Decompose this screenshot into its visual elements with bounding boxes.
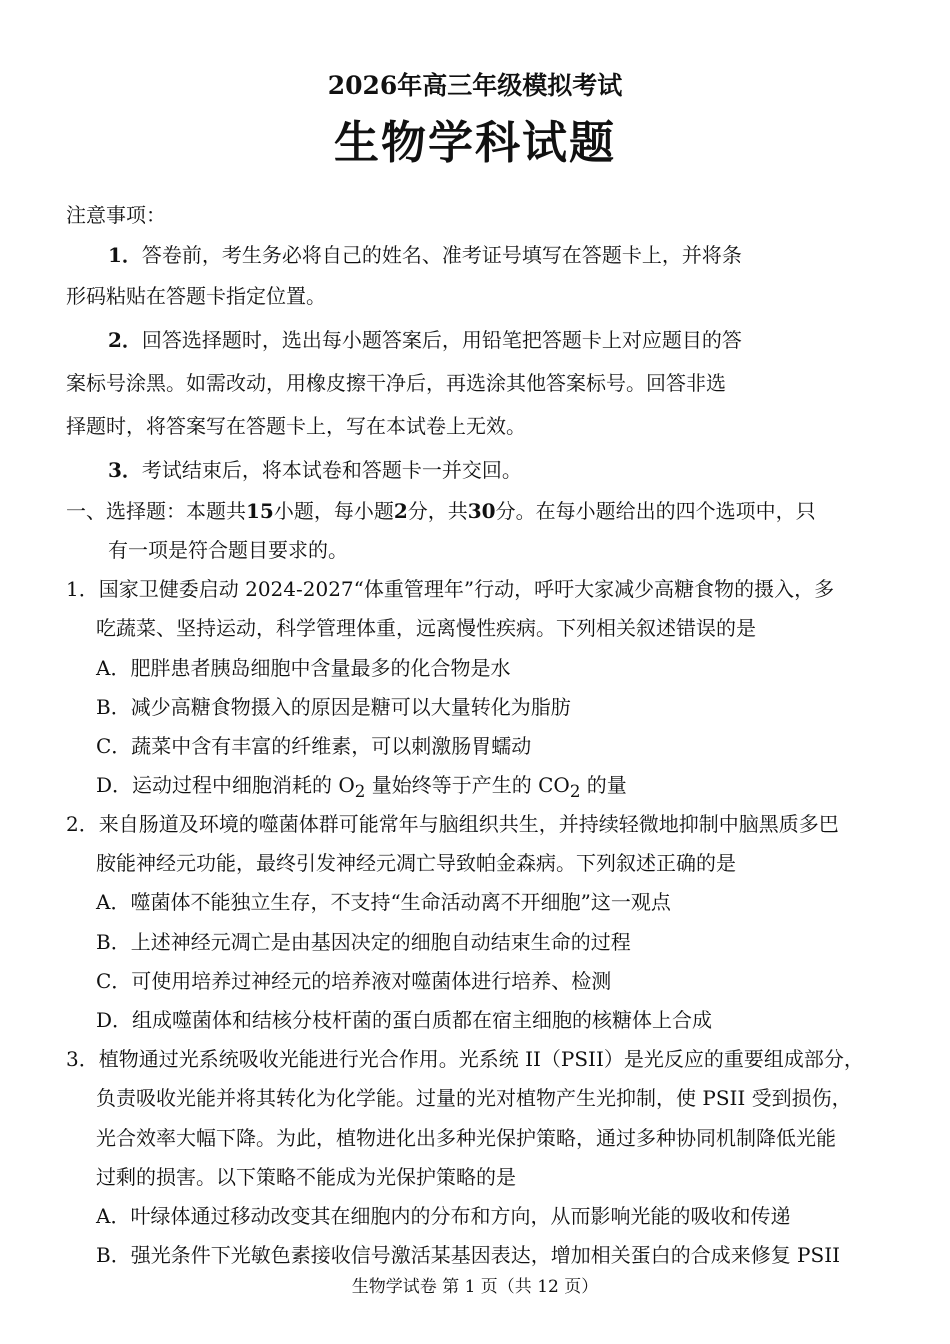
question-1-option-d-subscript-1: 2 [354, 782, 366, 801]
notice-item-1-line-1 [108, 242, 742, 268]
notice-item-2-line-2: 案标号涂黑。如需改动，用橡皮擦干净后，再选涂其他答案标号。回答非选 [66, 371, 726, 395]
question-1-option-d-text-c: 的量 [580, 773, 627, 797]
notice-item-2-text: 回答选择题时，选出每小题答案后，用铅笔把答题卡上对应题目的答 [141, 328, 742, 352]
question-1-option-d-subscript-2: 2 [569, 782, 581, 801]
question-3-stem-line-4: 过剩的损害。以下策略不能成为光保护策略的是 [96, 1165, 516, 1189]
footer-page-prefix: 第 [442, 1277, 460, 1297]
section-1-text-b: 小题，每小题 [273, 499, 394, 523]
section-1-points-each: 2 [393, 499, 408, 523]
question-1-option-b: B．减少高糖食物摄入的原因是糖可以大量转化为脂肪 [96, 695, 571, 719]
question-1-option-c: C．蔬菜中含有丰富的纤维素，可以刺激肠胃蠕动 [96, 734, 532, 758]
notice-item-3-line-1 [108, 457, 522, 483]
notice-item-1-line-2: 形码粘贴在答题卡指定位置。 [66, 284, 326, 308]
question-3-stem-line-2: 负责吸收光能并将其转化为化学能。过量的光对植物产生光抑制，使 PSII 受到损伤， [96, 1086, 852, 1110]
question-3-stem-text: 植物通过光系统吸收光能进行光合作用。光系统 II（PSII）是光反应的重要组成部分， [98, 1047, 864, 1071]
notice-heading: 注意事项： [66, 203, 166, 227]
section-1-text-a: 选择题：本题共 [106, 499, 246, 523]
notice-item-2-number: 2． [108, 328, 142, 352]
notice-item-3-text: 考试结束后，将本试卷和答题卡一并交回。 [141, 458, 522, 482]
question-3-option-b: B．强光条件下光敏色素接收信号激活某基因表达，增加相关蛋白的合成来修复 PSII [96, 1243, 841, 1267]
question-2-stem-line-1 [66, 811, 839, 837]
footer-page-total: 12 [537, 1277, 559, 1297]
question-2-option-d: D．组成噬菌体和结核分枝杆菌的蛋白质都在宿主细胞的核糖体上合成 [96, 1008, 713, 1032]
section-1-points-total: 30 [467, 499, 496, 523]
section-1-question-count: 15 [246, 499, 274, 523]
question-2-number: 2． [66, 812, 99, 836]
notice-item-2-line-3: 择题时，将答案写在答题卡上，写在本试卷上无效。 [66, 414, 526, 438]
question-1-option-a: A．肥胖患者胰岛细胞中含量最多的化合物是水 [96, 656, 511, 680]
question-3-option-a: A．叶绿体通过移动改变其在细胞内的分布和方向，从而影响光能的吸收和传递 [96, 1204, 791, 1228]
question-2-stem-text: 来自肠道及环境的噬菌体群可能常年与脑组织共生，并持续轻微地抑制中脑黑质多巴 [98, 812, 839, 836]
question-1-option-d-text-b: 量始终等于产生的 CO [365, 773, 570, 797]
notice-item-3-number: 3． [108, 458, 142, 482]
question-1-stem-line-1 [66, 576, 834, 602]
question-1-stem-line-2: 吃蔬菜、坚持运动，科学管理体重，远离慢性疾病。下列相关叙述错误的是 [96, 616, 756, 640]
section-1-text-d: 分。在每小题给出的四个选项中，只 [495, 499, 816, 523]
question-1-option-d [96, 772, 627, 805]
question-2-option-a: A．噬菌体不能独立生存，不支持“生命活动离不开细胞”这一观点 [96, 890, 671, 914]
notice-item-2-line-1 [108, 327, 742, 353]
footer-page-suffix: 页） [564, 1277, 599, 1297]
section-1-heading [66, 498, 816, 524]
question-3-number: 3． [66, 1047, 99, 1071]
exam-title: 2026年高三年级模拟考试 [327, 71, 623, 100]
question-3-stem-line-1 [66, 1046, 864, 1072]
notice-item-1-number: 1． [108, 243, 142, 267]
question-3-stem-line-3: 光合效率大幅下降。为此，植物进化出多种光保护策略，通过多种协同机制降低光能 [96, 1126, 836, 1150]
page-footer [0, 1276, 950, 1298]
footer-subject: 生物学试卷 [351, 1277, 437, 1297]
question-1-stem-text: 国家卫健委启动 2024-2027“体重管理年”行动，呼吁大家减少高糖食物的摄入，多 [98, 577, 835, 601]
question-1-number: 1． [66, 577, 99, 601]
question-2-option-b: B．上述神经元凋亡是由基因决定的细胞自动结束生命的过程 [96, 930, 631, 954]
question-1-option-d-text-a: D．运动过程中细胞消耗的 O [96, 773, 355, 797]
notice-item-1-text: 答卷前，考生务必将自己的姓名、准考证号填写在答题卡上，并将条 [141, 243, 742, 267]
section-1-heading-line-2: 有一项是符合题目要求的。 [108, 538, 348, 562]
subject-title: 生物学科试题 [333, 116, 616, 169]
question-2-option-c: C．可使用培养过神经元的培养液对噬菌体进行培养、检测 [96, 969, 612, 993]
footer-page-mid: 页（共 [480, 1277, 532, 1297]
footer-page-number: 1 [464, 1277, 476, 1297]
section-1-text-c: 分，共 [407, 499, 468, 523]
section-1-label: 一、 [66, 499, 106, 523]
question-2-stem-line-2: 胺能神经元功能，最终引发神经元凋亡导致帕金森病。下列叙述正确的是 [96, 851, 736, 875]
